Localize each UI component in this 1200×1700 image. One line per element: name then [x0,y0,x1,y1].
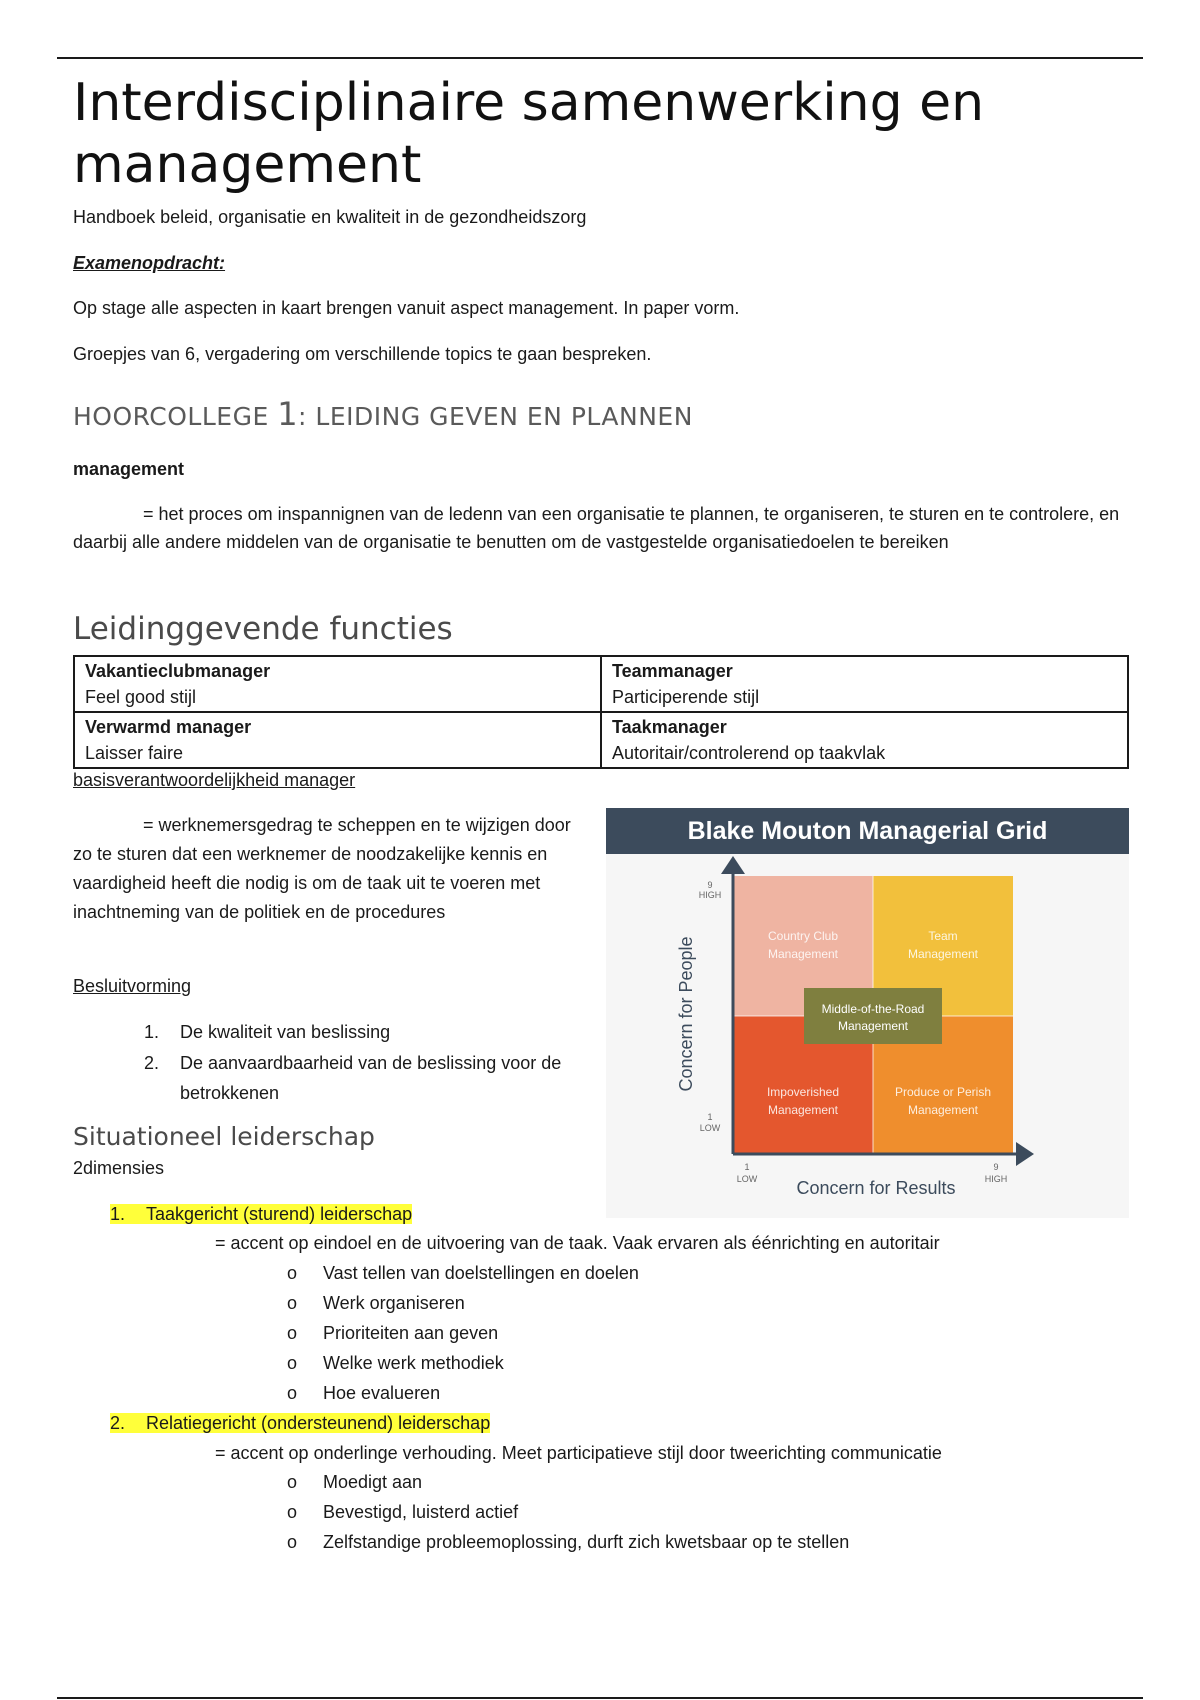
bullet-marker: o [287,1532,298,1552]
bullet-marker: o [287,1502,298,1522]
function-name: Verwarmd manager [85,717,252,737]
table-cell [74,712,601,768]
exam-line-2: Groepjes van 6, vergadering om verschillende topics te gaan bespreken. [73,344,652,364]
function-name: Teammanager [612,661,733,681]
function-style: Laisser faire [85,743,184,763]
functions-heading: Leidinggevende functies [73,611,453,647]
functions-table [73,655,1129,769]
y-tick-high-value: 9 [707,880,713,890]
quadrant-label: Management [907,1103,979,1117]
chart-body [606,854,1129,1218]
x-axis-arrow-icon [1016,1142,1034,1166]
leadership-style-title [110,1409,490,1437]
decision-item [144,1048,610,1108]
x-tick-high-value: 9 [993,1162,999,1172]
table-row [74,712,1128,768]
lecture-heading [73,395,693,433]
basis-heading: basisverantwoordelijkheid manager [73,770,356,790]
leadership-style-definition: = accent op onderlinge verhouding. Meet participatieve stijl door tweerichting communicatie [215,1443,942,1463]
decision-item-number: 1. [144,1022,160,1042]
list-item-text: Werk organiseren [323,1293,465,1313]
quadrant-label: Country Club [767,929,839,943]
situational-heading: Situationeel leiderschap [73,1122,375,1151]
table-row [74,656,1128,712]
list-item-text: Bevestigd, luisterd actief [323,1502,519,1522]
list-item-text: Moedigt aan [323,1472,423,1492]
bottom-rule [57,1697,1143,1699]
bullet-marker: o [287,1263,298,1283]
list-item [287,1258,639,1288]
function-style: Participerende stijl [612,687,760,707]
list-item [287,1378,440,1408]
bullet-marker: o [287,1323,298,1343]
top-rule [57,57,1143,59]
chart-svg [606,854,1129,1218]
management-term: management [73,459,185,479]
list-item [287,1318,498,1348]
function-style: Feel good stijl [85,687,197,707]
quadrant-label: Management [767,1103,839,1117]
quadrant-label: Impoverished [766,1085,840,1099]
y-tick-low-value: 1 [707,1112,713,1122]
x-tick-high-label: HIGH [984,1174,1008,1184]
bullet-marker: o [287,1353,298,1373]
quadrant-label: Produce or Perish [894,1085,992,1099]
y-tick-high-label: HIGH [698,890,722,900]
management-definition-text: = het proces om inspannignen van de ledenn van een organisatie te plannen, te organiseren, te sturen en te controlere, en daarbij alle andere middelen van de organisatie te benutten om de vastgestelde organisatiedoelen te bereiken [73,504,1120,552]
leadership-style-name: Taakgericht (sturend) leiderschap [146,1204,413,1224]
x-axis-label: Concern for Results [796,1178,956,1198]
function-name: Taakmanager [612,717,727,737]
function-style: Autoritair/controlerend op taakvlak [612,743,886,763]
quadrant-label: Management [767,947,839,961]
bullet-marker: o [287,1472,298,1492]
chart-title: Blake Mouton Managerial Grid [606,808,1129,854]
leadership-style-title [110,1200,412,1228]
y-axis-label: Concern for People [676,936,696,1092]
y-tick-low-label: LOW [699,1123,721,1133]
decision-item-number: 2. [144,1053,160,1073]
leadership-style-highlight [110,1204,412,1224]
subtitle: Handboek beleid, organisatie en kwaliteit in de gezondheidszorg [73,207,587,227]
basis-definition [73,811,593,927]
exam-label: Examenopdracht: [73,253,226,273]
list-item-text: Welke werk methodiek [323,1353,504,1373]
function-name: Vakantieclubmanager [85,661,271,681]
list-item-text: Prioriteiten aan geven [323,1323,499,1343]
decision-item [144,1018,584,1046]
leadership-style-number: 2. [110,1413,126,1433]
decision-heading: Besluitvorming [73,976,192,996]
lecture-number: 1 [277,395,299,433]
list-item [287,1527,849,1557]
management-definition [73,500,1133,556]
bullet-marker: o [287,1293,298,1313]
basis-definition-text: = werknemersgedrag te scheppen en te wijzigen door zo te sturen dat een werknemer de noodzakelijke kennis en vaardigheid heeft die nodig is om de taak uit te voeren met inachtneming van de politiek en de procedures [73,815,571,922]
leadership-style-name: Relatiegericht (ondersteunend) leiderschap [146,1413,491,1433]
exam-line-1: Op stage alle aspecten in kaart brengen vanuit aspect management. In paper vorm. [73,298,740,318]
managerial-grid-chart [606,808,1129,1218]
decision-item-text: De aanvaardbaarheid van de beslissing voor de betrokkenen [180,1053,562,1103]
table-cell [601,712,1128,768]
center-label-1: Middle-of-the-Road [821,1002,925,1016]
quadrant-label: Team [928,929,958,943]
list-item [287,1497,518,1527]
x-tick-low-value: 1 [744,1162,750,1172]
list-item [287,1467,422,1497]
leadership-style-definition: = accent op eindoel en de uitvoering van de taak. Vaak ervaren als éénrichting en autoritair [215,1233,940,1253]
center-label-2: Management [837,1019,909,1033]
situational-subtext: 2dimensies [73,1158,165,1178]
table-cell [74,656,601,712]
x-tick-low-label: LOW [736,1174,758,1184]
y-axis-arrow-icon [721,856,745,874]
lecture-prefix: HOORCOLLEGE [73,402,278,431]
list-item-text: Zelfstandige probleemoplossing, durft zich kwetsbaar op te stellen [323,1532,850,1552]
leadership-style-number: 1. [110,1204,126,1224]
list-item [287,1288,465,1318]
page-title: Interdisciplinaire samenwerking en management [73,73,985,195]
bullet-marker: o [287,1383,298,1403]
decision-item-text: De kwaliteit van beslissing [180,1022,391,1042]
center-box [804,988,942,1044]
quadrant-label: Management [907,947,979,961]
lecture-suffix: : LEIDING GEVEN EN PLANNEN [298,402,693,431]
list-item-text: Hoe evalueren [323,1383,441,1403]
list-item-text: Vast tellen van doelstellingen en doelen [323,1263,639,1283]
table-cell [601,656,1128,712]
list-item [287,1348,504,1378]
leadership-style-highlight [110,1413,490,1433]
